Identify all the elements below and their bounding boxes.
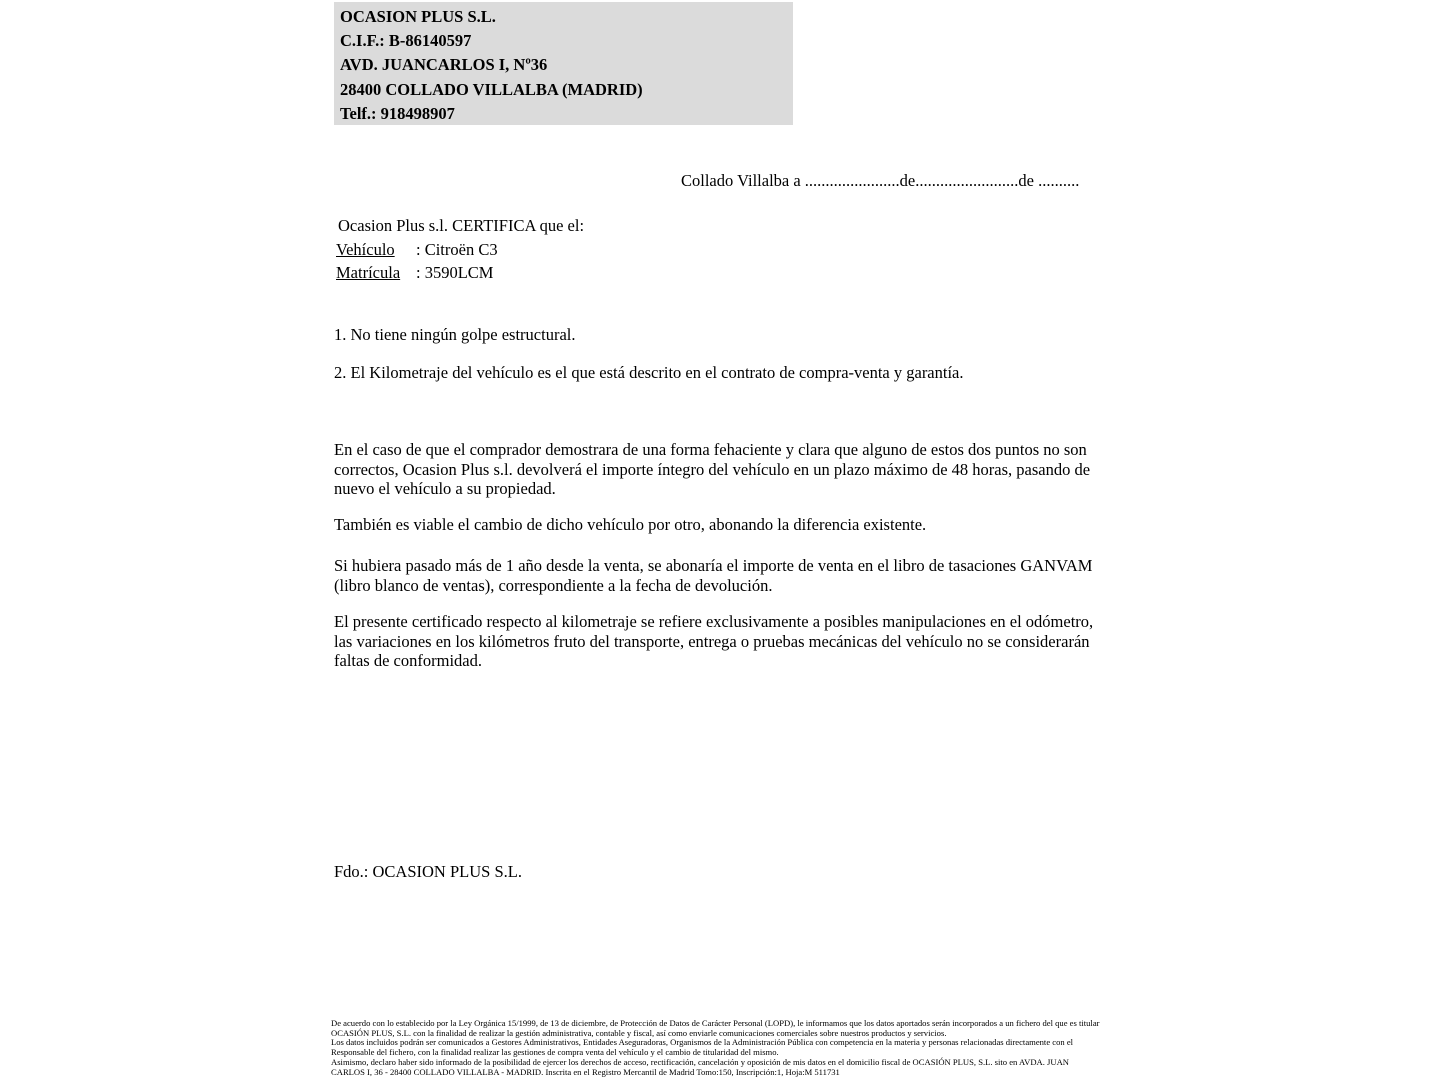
refund-paragraph: En el caso de que el comprador demostrara de una forma fehaciente y clara que alguno de estos dos puntos no son correctos, Ocasion Plus s.l. devolverá el importe íntegro del vehículo en un plazo máximo de 48 horas, pasando de nuevo el vehículo a su propiedad. [334, 440, 1091, 499]
company-phone: Telf.: 918498907 [340, 103, 455, 123]
vehicle-label: Vehículo [336, 240, 395, 259]
certification-intro: Ocasion Plus s.l. CERTIFICA que el: [338, 216, 585, 235]
legal-line: CARLOS I, 36 - 28400 COLLADO VILLALBA - MADRID. Inscrita en el Registro Mercantil de Madrid Tomo:150, Inscripción:1, Hoja:M 511731 [331, 1066, 840, 1077]
plate-label: Matrícula [336, 263, 401, 282]
plate-value: : 3590LCM [416, 263, 494, 282]
certified-point-1: 1. No tiene ningún golpe estructural. [334, 325, 576, 344]
vehicle-field [336, 240, 498, 260]
legal-line: Los datos incluidos podrán ser comunicados a Gestores Administrativos, Entidades Aseguradoras, Organismos de la Administración Pública con competencia en la materia y personas relacionadas directamente con el [331, 1037, 1074, 1048]
company-address: AVD. JUANCARLOS I, Nº36 [340, 55, 548, 75]
legal-line: De acuerdo con lo establecido por la Ley Orgánica 15/1999, de 13 de diciembre, de Protección de Datos de Carácter Personal (LOPD), le informamos que los datos aportados serán incorporados a un fichero del que es titular [331, 1018, 1100, 1028]
ganvam-paragraph: Si hubiera pasado más de 1 año desde la venta, se abonaría el importe de venta en el libro de tasaciones GANVAM (libro blanco de ventas), correspondiente a la fecha de devolución. [334, 556, 1093, 595]
exchange-paragraph: También es viable el cambio de dicho vehículo por otro, abonando la diferencia existente. [334, 515, 927, 534]
legal-line: Asimismo, declaro haber sido informado de la posibilidad de ejercer los derechos de acceso, rectificación, cancelación y oposición de mis datos en el domicilio fiscal de OCASIÓN PLUS, S.L. sito en AVDA. JUAN [331, 1056, 1070, 1067]
company-city: 28400 COLLADO VILLALBA (MADRID) [340, 79, 643, 99]
legal-line: OCASIÓN PLUS, S.L. con la finalidad de realizar la gestión administrativa, contable y fiscal, así como enviarle comunicaciones comerciales sobre nuestros productos y servicios. [331, 1027, 947, 1038]
date-fill-in-line: Collado Villalba a .......................de.........................de .......... [681, 171, 1080, 190]
company-name: OCASION PLUS S.L. [340, 7, 496, 26]
certified-point-2: 2. El Kilometraje del vehículo es el que está descrito en el contrato de compra-venta y garantía. [334, 363, 964, 382]
company-header-block [334, 2, 793, 125]
plate-field [336, 263, 493, 283]
legal-line: Responsable del fichero, con la finalidad realizar las gestiones de compra venta del vehículo y el cambio de titularidad del mismo. [331, 1047, 779, 1058]
legal-footer [331, 1019, 1106, 1077]
odometer-disclaimer-paragraph: El presente certificado respecto al kilometraje se refiere exclusivamente a posibles manipulaciones en el odómetro, las variaciones en los kilómetros fruto del transporte, entrega o pruebas mecánicas del vehículo no se considerarán faltas de conformidad. [334, 612, 1094, 671]
signature-line: Fdo.: OCASION PLUS S.L. [334, 862, 522, 881]
vehicle-value: : Citroën C3 [416, 240, 498, 259]
company-cif: C.I.F.: B-86140597 [340, 31, 472, 51]
